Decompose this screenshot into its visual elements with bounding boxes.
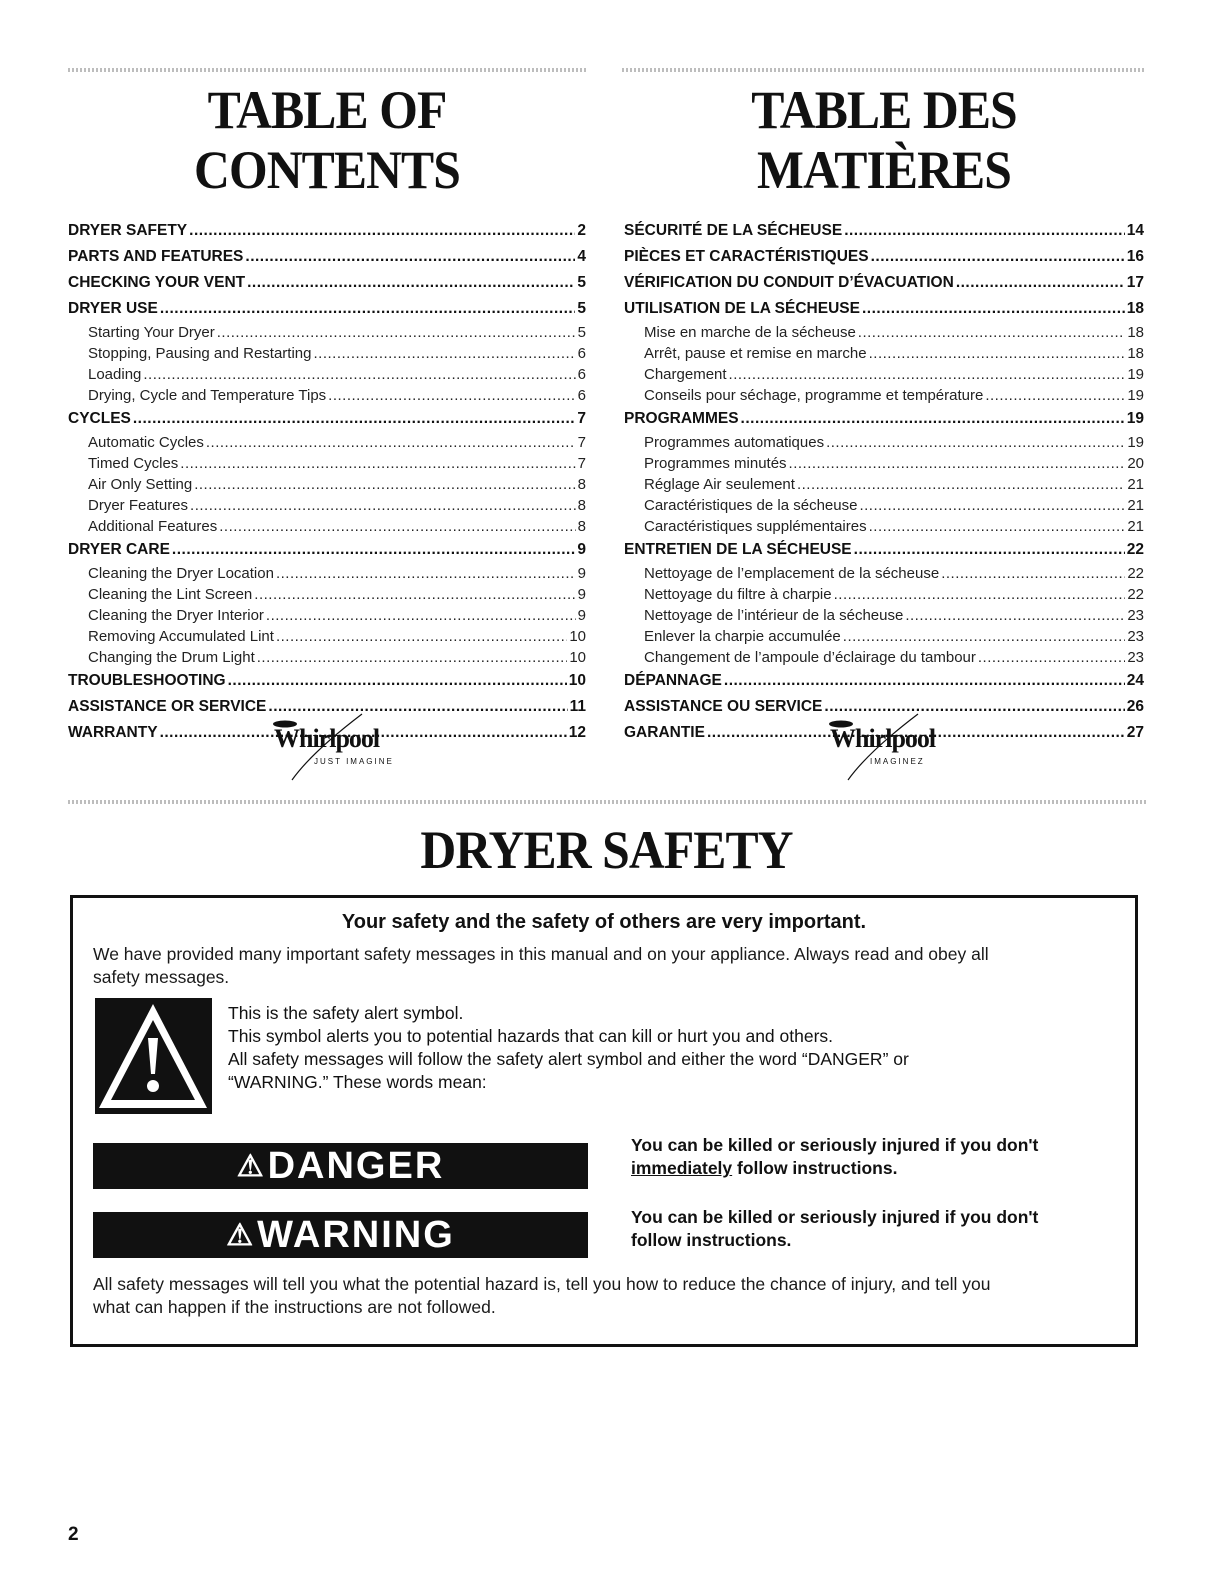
closing-line: what can happen if the instructions are not followed. bbox=[93, 1297, 496, 1317]
toc-entry-page: 22 bbox=[1127, 586, 1144, 603]
toc-entry-label: Enlever la charpie accumulée bbox=[644, 628, 841, 645]
safety-box bbox=[70, 895, 1138, 1347]
toc-entry[interactable] bbox=[624, 516, 1144, 537]
toc-entry-list bbox=[68, 218, 586, 746]
safety-intro bbox=[93, 943, 989, 989]
toc-entry-label: Timed Cycles bbox=[88, 455, 179, 472]
toc-entry-page: 18 bbox=[1127, 324, 1144, 341]
toc-entry-page: 7 bbox=[577, 455, 586, 472]
top-rule-right bbox=[622, 68, 1146, 72]
toc-entry-label: ASSISTANCE OU SERVICE bbox=[624, 698, 823, 715]
toc-entry-page: 6 bbox=[577, 345, 586, 362]
toc-entry-label: GARANTIE bbox=[624, 724, 705, 741]
toc-leader-dots bbox=[985, 385, 1125, 406]
toc-entry[interactable] bbox=[68, 406, 586, 432]
emphasis-immediately: immediately bbox=[631, 1158, 733, 1178]
toc-entry[interactable] bbox=[624, 647, 1144, 668]
toc-entry[interactable] bbox=[68, 364, 586, 385]
toc-entry-label: DRYER CARE bbox=[68, 541, 170, 558]
warning-text-line: follow instructions. bbox=[631, 1230, 792, 1250]
toc-leader-dots bbox=[172, 537, 575, 563]
toc-leader-dots bbox=[276, 626, 567, 647]
toc-leader-dots bbox=[797, 474, 1125, 495]
alert-line: This symbol alerts you to potential hazards that can kill or hurt you and others. bbox=[228, 1026, 834, 1046]
toc-entry-label: PIÈCES ET CARACTÉRISTIQUES bbox=[624, 248, 869, 265]
toc-leader-dots bbox=[313, 343, 575, 364]
toc-leader-dots bbox=[834, 584, 1126, 605]
toc-entry[interactable] bbox=[68, 432, 586, 453]
toc-entry-page: 6 bbox=[577, 366, 586, 383]
toc-title: TABLE OF CONTENTS bbox=[194, 80, 460, 200]
toc-entry-page: 16 bbox=[1126, 248, 1144, 265]
toc-entry-label: Dryer Features bbox=[88, 497, 189, 514]
safety-alert-symbol bbox=[95, 998, 212, 1114]
toc-title: TABLE DES MATIÈRES bbox=[751, 80, 1017, 200]
toc-leader-dots bbox=[854, 537, 1125, 563]
toc-entry-label: Nettoyage du filtre à charpie bbox=[644, 586, 832, 603]
toc-entry[interactable] bbox=[624, 343, 1144, 364]
toc-entry-page: 8 bbox=[577, 476, 586, 493]
toc-leader-dots bbox=[741, 406, 1125, 432]
toc-entry[interactable] bbox=[68, 605, 586, 626]
toc-entry-page: 7 bbox=[577, 410, 586, 427]
toc-leader-dots bbox=[254, 584, 575, 605]
toc-entry-label: Loading bbox=[88, 366, 142, 383]
toc-leader-dots bbox=[729, 364, 1126, 385]
toc-leader-dots bbox=[905, 605, 1125, 626]
toc-entry[interactable] bbox=[624, 406, 1144, 432]
toc-entry[interactable] bbox=[68, 296, 586, 322]
toc-entry-label: ASSISTANCE OR SERVICE bbox=[68, 698, 267, 715]
toc-leader-dots bbox=[228, 668, 567, 694]
danger-text-line: You can be killed or seriously injured if you don't bbox=[631, 1135, 1039, 1155]
toc-entry[interactable] bbox=[624, 626, 1144, 647]
safety-heading: Your safety and the safety of others are very important. bbox=[341, 911, 867, 933]
page-number: 2 bbox=[68, 1524, 79, 1545]
toc-leader-dots bbox=[217, 322, 576, 343]
toc-leader-dots bbox=[858, 322, 1126, 343]
toc-leader-dots bbox=[206, 432, 576, 453]
toc-entry-label: WARRANTY bbox=[68, 724, 158, 741]
toc-entry-label: Caractéristiques de la sécheuse bbox=[644, 497, 858, 514]
toc-entry[interactable] bbox=[624, 385, 1144, 406]
toc-entry-label: Arrêt, pause et remise en marche bbox=[644, 345, 867, 362]
toc-leader-dots bbox=[276, 563, 576, 584]
section-title: DRYER SAFETY bbox=[420, 820, 793, 880]
toc-entry-page: 10 bbox=[569, 628, 586, 645]
toc-entry-page: 5 bbox=[577, 274, 586, 291]
toc-leader-dots bbox=[245, 244, 575, 270]
toc-entry-label: Programmes minutés bbox=[644, 455, 787, 472]
toc-entry-label: Nettoyage de l’intérieur de la sécheuse bbox=[644, 607, 904, 624]
warning-text-line: You can be killed or seriously injured if you don't bbox=[631, 1207, 1039, 1227]
toc-entry[interactable] bbox=[68, 537, 586, 563]
toc-entry-page: 21 bbox=[1127, 476, 1144, 493]
toc-entry-label: Cleaning the Lint Screen bbox=[88, 586, 253, 603]
toc-entry[interactable] bbox=[68, 584, 586, 605]
toc-entry[interactable] bbox=[68, 322, 586, 343]
toc-leader-dots bbox=[194, 474, 575, 495]
toc-leader-dots bbox=[180, 453, 575, 474]
toc-leader-dots bbox=[257, 647, 568, 668]
toc-entry-label: Air Only Setting bbox=[88, 476, 193, 493]
toc-entry[interactable] bbox=[624, 668, 1144, 694]
toc-leader-dots bbox=[869, 516, 1126, 537]
toc-entry-page: 26 bbox=[1126, 698, 1144, 715]
danger-label: DANGER bbox=[267, 1144, 445, 1187]
toc-entry-page: 5 bbox=[577, 324, 586, 341]
toc-leader-dots bbox=[859, 495, 1125, 516]
toc-entry-page: 17 bbox=[1126, 274, 1144, 291]
warning-signal-banner bbox=[93, 1212, 588, 1258]
toc-entry-label: Caractéristiques supplémentaires bbox=[644, 518, 867, 535]
logo-brand: Whirlpool bbox=[830, 724, 936, 753]
toc-leader-dots bbox=[190, 495, 576, 516]
toc-leader-dots bbox=[133, 406, 576, 432]
toc-entry[interactable] bbox=[624, 218, 1144, 244]
toc-entry[interactable] bbox=[68, 495, 586, 516]
toc-entry-label: Stopping, Pausing and Restarting bbox=[88, 345, 312, 362]
alert-line: This is the safety alert symbol. bbox=[228, 1003, 464, 1023]
toc-entry-page: 19 bbox=[1126, 410, 1144, 427]
toc-entry-label: TROUBLESHOOTING bbox=[68, 672, 226, 689]
toc-entry-page: 2 bbox=[577, 222, 586, 239]
toc-entry-page: 9 bbox=[577, 565, 586, 582]
toc-entry-label: Programmes automatiques bbox=[644, 434, 825, 451]
toc-entry-label: Changing the Drum Light bbox=[88, 649, 255, 666]
toc-entry-page: 21 bbox=[1127, 518, 1144, 535]
warning-triangle-icon: ⚠ bbox=[236, 1149, 266, 1183]
middle-rule bbox=[68, 800, 1146, 804]
toc-entry[interactable] bbox=[68, 474, 586, 495]
toc-entry-label: PARTS AND FEATURES bbox=[68, 248, 244, 265]
toc-entry-page: 14 bbox=[1126, 222, 1144, 239]
toc-entry-label: Conseils pour séchage, programme et température bbox=[644, 387, 984, 404]
toc-leader-dots bbox=[843, 626, 1126, 647]
toc-entry[interactable] bbox=[624, 364, 1144, 385]
toc-entry-page: 8 bbox=[577, 518, 586, 535]
toc-entry-page: 19 bbox=[1127, 387, 1144, 404]
toc-entry-page: 5 bbox=[577, 300, 586, 317]
toc-entry-page: 9 bbox=[577, 541, 586, 558]
toc-entry-label: Automatic Cycles bbox=[88, 434, 204, 451]
toc-entry[interactable] bbox=[68, 626, 586, 647]
intro-line: We have provided many important safety messages in this manual and on your appliance. Always read and obey all bbox=[93, 944, 989, 964]
toc-entry[interactable] bbox=[68, 218, 586, 244]
warning-triangle-icon bbox=[95, 998, 212, 1114]
toc-entry[interactable] bbox=[624, 432, 1144, 453]
toc-leader-dots bbox=[143, 364, 575, 385]
toc-entry-label: Starting Your Dryer bbox=[88, 324, 215, 341]
toc-entry[interactable] bbox=[68, 516, 586, 537]
logo-brand: Whirlpool bbox=[274, 724, 380, 753]
toc-entry-label: VÉRIFICATION DU CONDUIT D’ÉVACUATION bbox=[624, 274, 954, 291]
toc-entry[interactable] bbox=[68, 385, 586, 406]
danger-text-tail: follow instructions. bbox=[732, 1158, 898, 1178]
toc-entry-page: 18 bbox=[1126, 300, 1144, 317]
closing-line: All safety messages will tell you what the potential hazard is, tell you how to reduce the chance of injury, and tell you bbox=[93, 1274, 991, 1294]
toc-entry-page: 22 bbox=[1127, 565, 1144, 582]
intro-line: safety messages. bbox=[93, 967, 230, 987]
toc-entry[interactable] bbox=[624, 322, 1144, 343]
toc-french bbox=[624, 80, 1144, 746]
toc-entry-page: 11 bbox=[569, 698, 586, 715]
toc-entry[interactable] bbox=[68, 563, 586, 584]
toc-entry[interactable] bbox=[624, 584, 1144, 605]
toc-leader-dots bbox=[266, 605, 576, 626]
alert-line: All safety messages will follow the safety alert symbol and either the word “DANGER” or bbox=[228, 1049, 909, 1069]
alert-symbol-text bbox=[228, 1002, 909, 1094]
toc-entry[interactable] bbox=[624, 453, 1144, 474]
toc-entry-label: Cleaning the Dryer Location bbox=[88, 565, 274, 582]
toc-leader-dots bbox=[956, 270, 1125, 296]
toc-entry-page: 21 bbox=[1127, 497, 1144, 514]
toc-entry-page: 20 bbox=[1127, 455, 1144, 472]
toc-entry[interactable] bbox=[68, 647, 586, 668]
toc-leader-dots bbox=[862, 296, 1125, 322]
toc-entry[interactable] bbox=[68, 453, 586, 474]
danger-signal-banner bbox=[93, 1143, 588, 1189]
toc-entry-label: CYCLES bbox=[68, 410, 131, 427]
warning-triangle-icon: ⚠ bbox=[226, 1218, 256, 1252]
toc-entry[interactable] bbox=[68, 668, 586, 694]
warning-description bbox=[631, 1206, 1111, 1252]
top-rule-left bbox=[68, 68, 588, 72]
toc-leader-dots bbox=[941, 563, 1125, 584]
toc-entry-label: Cleaning the Dryer Interior bbox=[88, 607, 264, 624]
toc-entry[interactable] bbox=[624, 605, 1144, 626]
toc-entry[interactable] bbox=[624, 537, 1144, 563]
toc-entry[interactable] bbox=[624, 474, 1144, 495]
toc-leader-dots bbox=[978, 647, 1125, 668]
toc-leader-dots bbox=[328, 385, 575, 406]
toc-entry-page: 23 bbox=[1127, 628, 1144, 645]
logo-tagline: JUST IMAGINE bbox=[314, 757, 394, 766]
toc-entry[interactable] bbox=[68, 270, 586, 296]
toc-entry[interactable] bbox=[68, 244, 586, 270]
toc-entry[interactable] bbox=[624, 495, 1144, 516]
whirlpool-logo-en bbox=[252, 712, 402, 782]
toc-leader-dots bbox=[869, 343, 1126, 364]
danger-text-line bbox=[631, 1157, 1111, 1180]
toc-leader-dots bbox=[160, 296, 576, 322]
toc-entry-page: 7 bbox=[577, 434, 586, 451]
toc-entry-label: Chargement bbox=[644, 366, 727, 383]
toc-entry-label: CHECKING YOUR VENT bbox=[68, 274, 246, 291]
toc-entry-list bbox=[624, 218, 1144, 746]
toc-entry[interactable] bbox=[624, 244, 1144, 270]
toc-entry-page: 9 bbox=[577, 607, 586, 624]
toc-entry-label: Removing Accumulated Lint bbox=[88, 628, 274, 645]
toc-entry-page: 27 bbox=[1126, 724, 1144, 741]
toc-entry-label: DRYER SAFETY bbox=[68, 222, 188, 239]
toc-entry-label: ENTRETIEN DE LA SÉCHEUSE bbox=[624, 541, 852, 558]
toc-entry[interactable] bbox=[624, 296, 1144, 322]
toc-entry-page: 10 bbox=[569, 649, 586, 666]
toc-entry-label: Additional Features bbox=[88, 518, 218, 535]
toc-entry-page: 22 bbox=[1126, 541, 1144, 558]
toc-entry-page: 23 bbox=[1127, 607, 1144, 624]
toc-entry-page: 23 bbox=[1127, 649, 1144, 666]
warning-label: WARNING bbox=[257, 1213, 455, 1256]
logo-tagline: IMAGINEZ bbox=[870, 757, 925, 766]
toc-entry-page: 24 bbox=[1126, 672, 1144, 689]
toc-leader-dots bbox=[826, 432, 1125, 453]
toc-leader-dots bbox=[844, 218, 1125, 244]
toc-leader-dots bbox=[189, 218, 575, 244]
toc-entry-page: 19 bbox=[1127, 366, 1144, 383]
toc-entry-label: Drying, Cycle and Temperature Tips bbox=[88, 387, 327, 404]
toc-entry-label: UTILISATION DE LA SÉCHEUSE bbox=[624, 300, 860, 317]
toc-entry-label: Mise en marche de la sécheuse bbox=[644, 324, 856, 341]
alert-line: “WARNING.” These words mean: bbox=[228, 1072, 487, 1092]
toc-entry-page: 18 bbox=[1127, 345, 1144, 362]
toc-entry-label: DRYER USE bbox=[68, 300, 158, 317]
toc-entry-label: PROGRAMMES bbox=[624, 410, 739, 427]
toc-english bbox=[68, 80, 586, 746]
toc-entry-label: Nettoyage de l’emplacement de la sécheuse bbox=[644, 565, 940, 582]
toc-entry-page: 10 bbox=[568, 672, 586, 689]
toc-entry-page: 6 bbox=[577, 387, 586, 404]
toc-entry[interactable] bbox=[68, 343, 586, 364]
toc-entry-label: Changement de l’ampoule d’éclairage du tambour bbox=[644, 649, 976, 666]
toc-leader-dots bbox=[724, 668, 1125, 694]
danger-description bbox=[631, 1134, 1111, 1180]
toc-leader-dots bbox=[789, 453, 1126, 474]
safety-closing bbox=[93, 1273, 991, 1319]
toc-entry-page: 12 bbox=[568, 724, 586, 741]
toc-entry-page: 8 bbox=[577, 497, 586, 514]
toc-entry-page: 9 bbox=[577, 586, 586, 603]
toc-leader-dots bbox=[219, 516, 575, 537]
toc-entry[interactable] bbox=[624, 270, 1144, 296]
toc-leader-dots bbox=[871, 244, 1125, 270]
toc-entry-label: SÉCURITÉ DE LA SÉCHEUSE bbox=[624, 222, 843, 239]
toc-entry[interactable] bbox=[624, 563, 1144, 584]
toc-entry-label: DÉPANNAGE bbox=[624, 672, 722, 689]
toc-entry-page: 19 bbox=[1127, 434, 1144, 451]
whirlpool-logo-fr bbox=[808, 712, 958, 782]
toc-leader-dots bbox=[247, 270, 575, 296]
toc-entry-label: Réglage Air seulement bbox=[644, 476, 795, 493]
toc-entry-page: 4 bbox=[577, 248, 586, 265]
